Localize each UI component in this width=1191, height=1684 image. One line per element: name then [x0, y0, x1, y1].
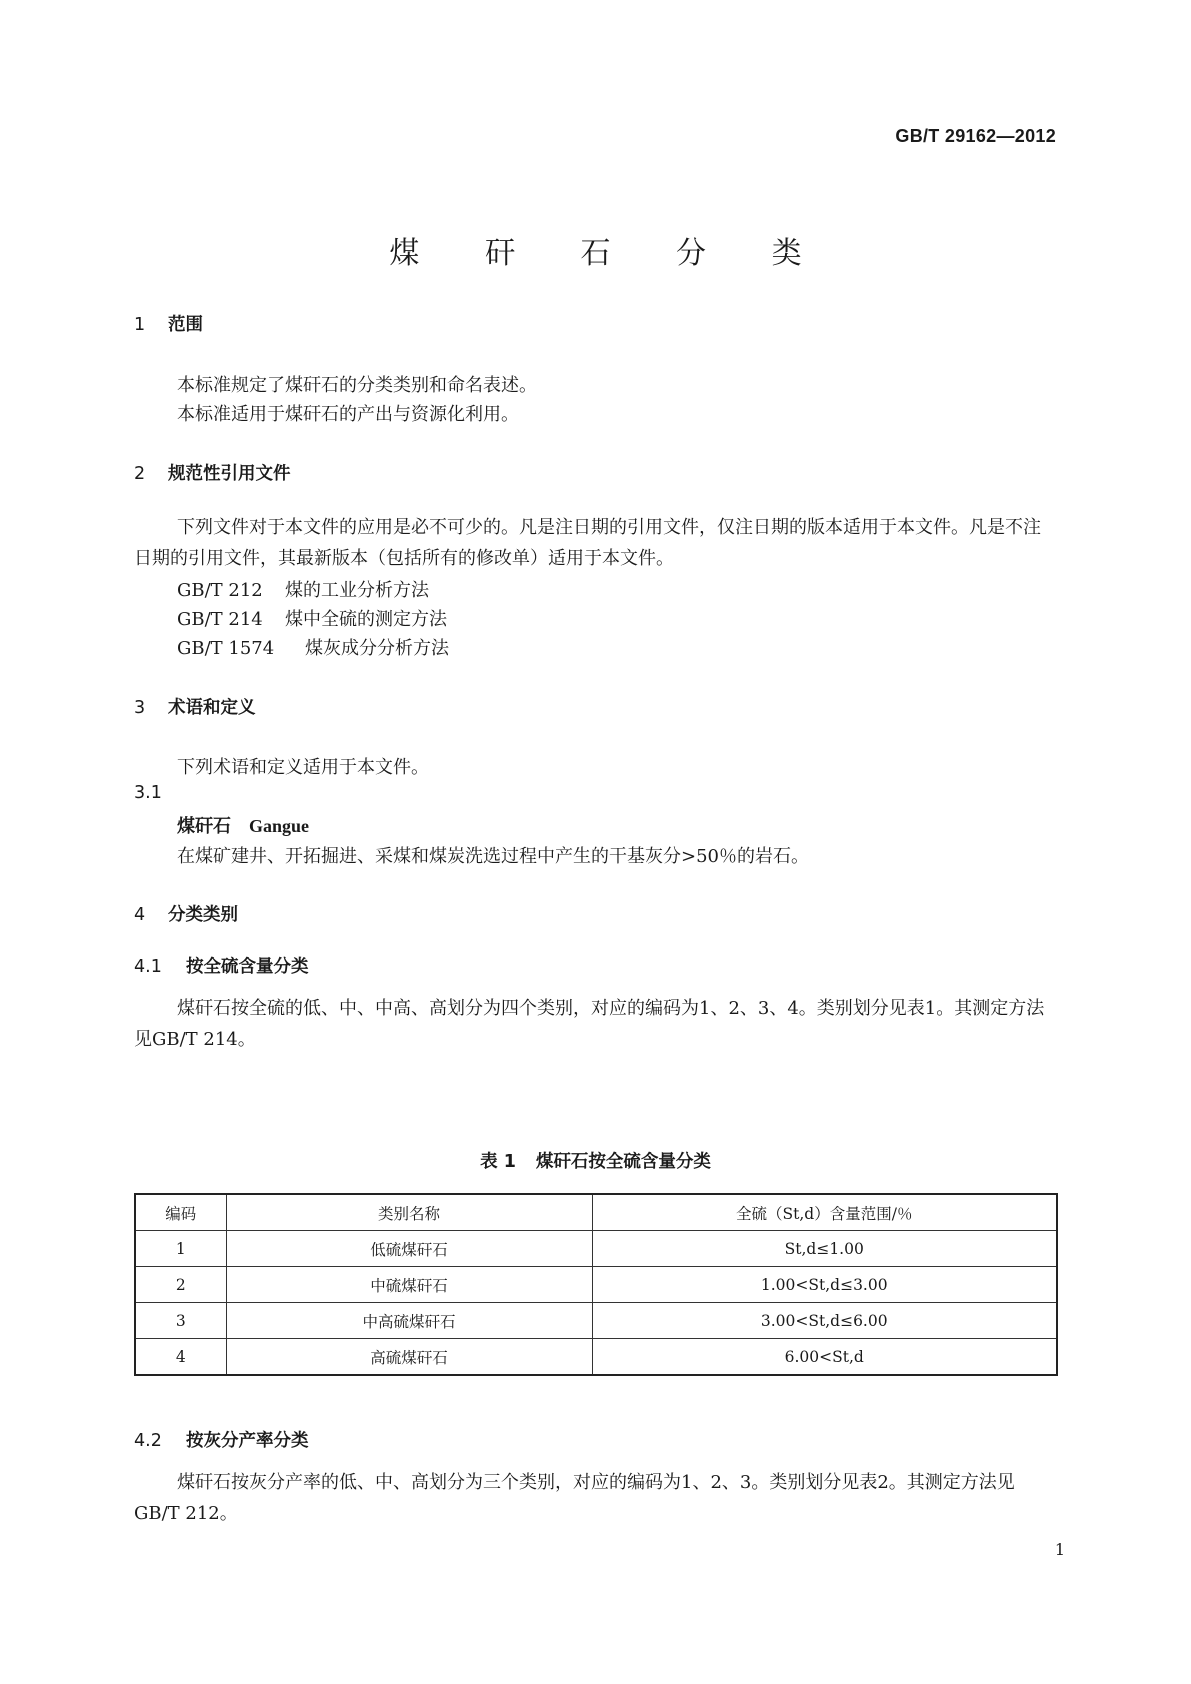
table-row [135, 1303, 1057, 1339]
reference-title: 煤中全硫的测定方法 [285, 609, 447, 630]
section-title: 按全硫含量分类 [186, 957, 309, 977]
table-cell: 低硫煤矸石 [226, 1231, 592, 1267]
section-1-para-1: 本标准规定了煤矸石的分类类别和命名表述。 [177, 375, 537, 396]
section-title: 术语和定义 [168, 698, 256, 718]
table-cell: 3 [135, 1303, 226, 1339]
document-title: 煤 矸 石 分 类 [389, 236, 830, 271]
reference-item [177, 605, 447, 631]
standard-number: GB/T 29162—2012 [895, 126, 1056, 146]
table-row [135, 1267, 1057, 1303]
section-4-2-heading [134, 1427, 309, 1452]
section-number: 4 [134, 905, 146, 925]
section-2-para-1: 下列文件对于本文件的应用是必不可少的。凡是注日期的引用文件，仅注日期的版本适用于本文件。凡是不注日期的引用文件，其最新版本（包括所有的修改单）适用于本文件。 [134, 517, 1041, 569]
table-cell: 中硫煤矸石 [226, 1267, 592, 1303]
section-2-heading [134, 460, 291, 485]
reference-title: 煤灰成分分析方法 [305, 638, 449, 659]
table-cell: 高硫煤矸石 [226, 1339, 592, 1376]
section-4-2-para: 煤矸石按灰分产率的低、中、高划分为三个类别，对应的编码为1、2、3。类别划分见表2。其测定方法见GB/T 212。 [134, 1472, 1015, 1524]
term-english: Gangue [249, 816, 310, 836]
section-4-1-heading [134, 953, 309, 978]
subsection-3-1-number: 3.1 [134, 783, 162, 803]
section-3-heading [134, 694, 256, 719]
section-number: 1 [134, 315, 146, 335]
column-header: 编码 [135, 1194, 226, 1231]
reference-code: GB/T 1574 [177, 638, 275, 659]
reference-title: 煤的工业分析方法 [285, 580, 429, 601]
table-cell: 6.00<St,d [592, 1339, 1057, 1376]
reference-code: GB/T 214 [177, 609, 263, 630]
term-definition: 在煤矿建井、开拓掘进、采煤和煤炭洗选过程中产生的干基灰分>50％的岩石。 [177, 846, 809, 867]
sulfur-classification-table [134, 1193, 1058, 1376]
reference-code: GB/T 212 [177, 580, 263, 601]
column-header: 类别名称 [226, 1194, 592, 1231]
table-cell: 3.00<St,d≤6.00 [592, 1303, 1057, 1339]
section-number: 2 [134, 464, 146, 484]
reference-item [177, 576, 429, 602]
table-cell: 1.00<St,d≤3.00 [592, 1267, 1057, 1303]
table-title: 煤矸石按全硫含量分类 [535, 1152, 711, 1172]
section-title: 规范性引用文件 [168, 464, 291, 484]
table-cell: 2 [135, 1267, 226, 1303]
table-header-row [135, 1194, 1057, 1231]
page-number: 1 [1054, 1540, 1065, 1559]
term-entry [177, 812, 309, 838]
section-title: 范围 [168, 315, 203, 335]
table-row [135, 1339, 1057, 1376]
section-number: 4.1 [134, 957, 162, 977]
term-chinese: 煤矸石 [177, 816, 231, 837]
section-1-para-2: 本标准适用于煤矸石的产出与资源化利用。 [177, 404, 519, 425]
section-4-1-para: 煤矸石按全硫的低、中、中高、高划分为四个类别，对应的编码为1、2、3、4。类别划分见表1。其测定方法见GB/T 214。 [134, 998, 1045, 1050]
section-number: 4.2 [134, 1431, 162, 1451]
column-header: 全硫（St,d）含量范围/％ [592, 1194, 1057, 1231]
table-number: 表 1 [480, 1152, 516, 1172]
section-4-heading [134, 901, 238, 926]
section-number: 3 [134, 698, 146, 718]
section-title: 分类类别 [168, 905, 238, 925]
table-cell: 中高硫煤矸石 [226, 1303, 592, 1339]
table-cell: 4 [135, 1339, 226, 1376]
table-cell: St,d≤1.00 [592, 1231, 1057, 1267]
table-1-caption [0, 1148, 1191, 1173]
reference-item [177, 634, 449, 660]
section-3-para-1: 下列术语和定义适用于本文件。 [177, 757, 429, 778]
section-title: 按灰分产率分类 [186, 1431, 309, 1451]
table-row [135, 1231, 1057, 1267]
section-1-heading [134, 311, 203, 336]
table-cell: 1 [135, 1231, 226, 1267]
